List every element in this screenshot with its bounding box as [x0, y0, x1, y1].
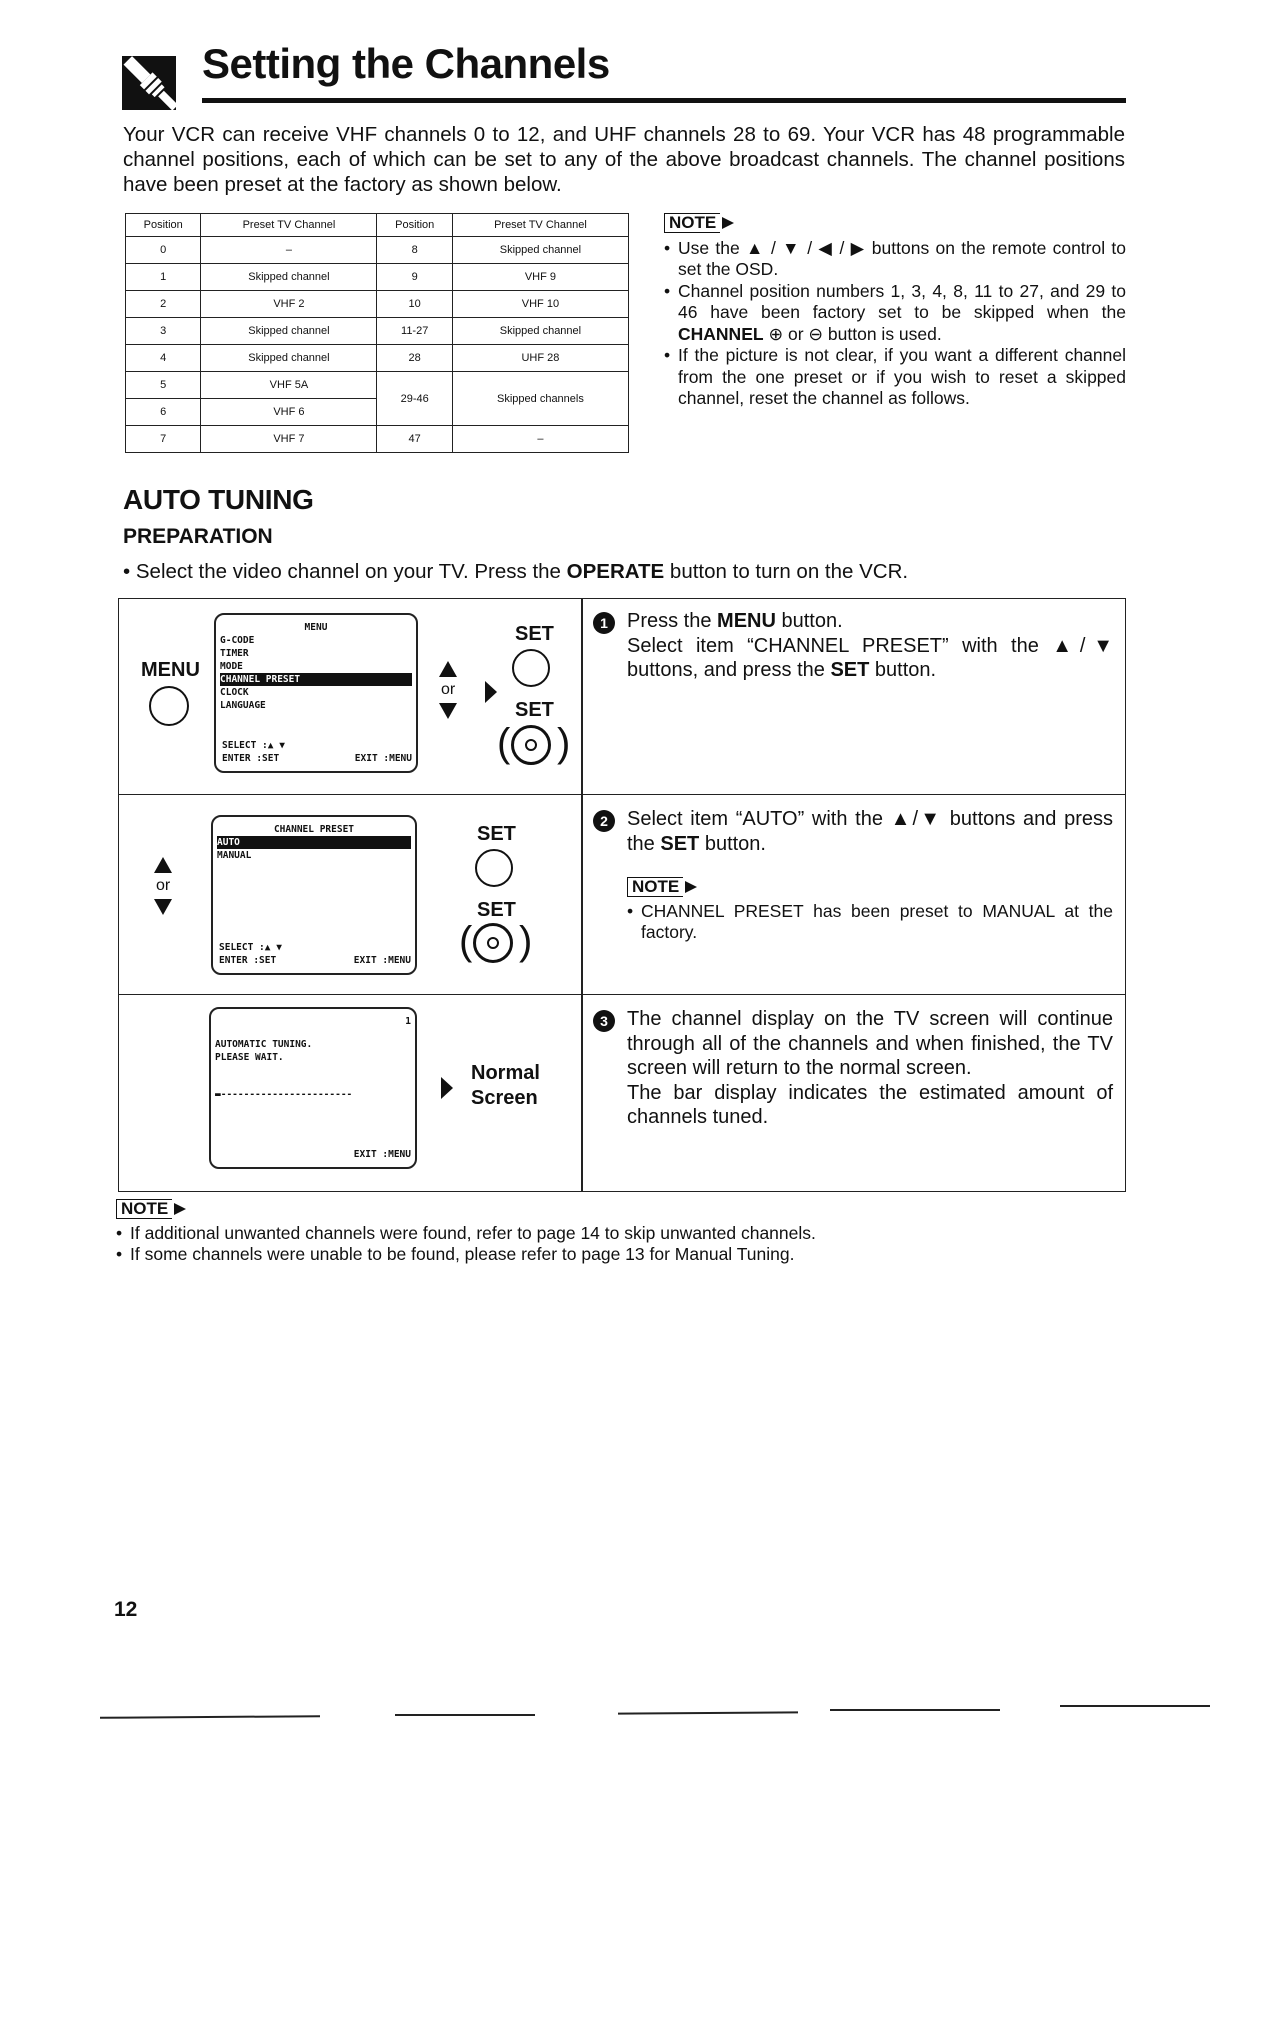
osd-select-hint: SELECT :▲ ▼	[222, 740, 285, 751]
scan-artifact-line	[395, 1714, 535, 1716]
steps-table	[118, 598, 1126, 1192]
osd-item: G-CODE	[220, 635, 255, 646]
osd-line: AUTOMATIC TUNING.	[215, 1039, 313, 1050]
cell-channel: Skipped channel	[452, 318, 628, 345]
cell-position: 28	[377, 345, 452, 372]
note-label: NOTE	[627, 877, 683, 897]
cell-position: 4	[126, 345, 201, 372]
page-number: 12	[114, 1598, 138, 1621]
step-2-row	[119, 795, 1125, 995]
next-arrow-icon	[485, 681, 497, 703]
table-row	[126, 237, 629, 264]
osd-exit-hint: EXIT :MENU	[353, 1149, 411, 1160]
osd-title: MENU	[304, 622, 328, 633]
osd-channel-number: 1	[405, 1016, 411, 1027]
section-heading: AUTO TUNING	[123, 484, 314, 515]
cell-position: 8	[377, 237, 452, 264]
osd-exit-hint: EXIT :MENU	[354, 753, 412, 764]
or-label: or	[156, 877, 171, 894]
cell-position: 10	[377, 291, 452, 318]
cell-channel: Skipped channel	[201, 318, 377, 345]
subsection-heading: PREPARATION	[123, 525, 273, 548]
top-note	[664, 212, 1126, 410]
step-number-badge: 2	[593, 810, 615, 832]
osd-line: PLEASE WAIT.	[215, 1052, 284, 1063]
remote-set-button-label: SET	[515, 699, 554, 721]
col-position: Position	[126, 214, 201, 237]
paren-right: )	[557, 721, 571, 765]
note-item: • If additional unwanted channels were found, refer to page 14 to skip unwanted channels.	[116, 1223, 1016, 1244]
cell-channel: VHF 2	[201, 291, 377, 318]
osd-select-hint: SELECT :▲ ▼	[219, 942, 282, 953]
table-row	[126, 264, 629, 291]
preset-channel-table	[125, 213, 629, 453]
cell-channel: VHF 5A	[201, 372, 377, 399]
note-item: • Use the ▲ / ▼ / ◀ / ▶ buttons on the remote control to set the OSD.	[664, 238, 1126, 281]
remote-set-button-label: SET	[477, 899, 516, 921]
step-2-note	[593, 876, 1113, 943]
osd-menu-screen	[214, 613, 418, 773]
step-1-text: 1 Press the MENU button. Select item “CHANNEL PRESET” with the ▲/▼ buttons, and press the SET button.	[593, 609, 1113, 683]
note-label: NOTE	[664, 213, 720, 233]
cell-channel: Skipped channel	[201, 264, 377, 291]
osd-item-highlighted: CHANNEL PRESET	[220, 673, 412, 686]
paren-right: )	[519, 919, 533, 963]
table-row	[126, 426, 629, 453]
paren-left: (	[459, 919, 473, 963]
osd-channel-preset-screen	[211, 815, 417, 975]
col-preset-channel: Preset TV Channel	[452, 214, 628, 237]
menu-button-icon	[149, 686, 189, 726]
osd-auto-tuning-screen	[209, 1007, 417, 1169]
paren-left: (	[497, 721, 511, 765]
step-number-badge: 3	[593, 1010, 615, 1032]
osd-item: LANGUAGE	[220, 700, 266, 711]
cell-position: 11-27	[377, 318, 452, 345]
cell-channel: VHF 6	[201, 399, 377, 426]
table-row	[126, 291, 629, 318]
osd-exit-hint: EXIT :MENU	[353, 955, 411, 966]
cell-position: 0	[126, 237, 201, 264]
osd-item: CLOCK	[220, 687, 249, 698]
bottom-note	[116, 1198, 1016, 1265]
cell-channel: VHF 10	[452, 291, 628, 318]
normal-screen-label: Normal Screen	[471, 1062, 540, 1109]
cell-channel: VHF 9	[452, 264, 628, 291]
table-row	[126, 345, 629, 372]
note-item: • CHANNEL PRESET has been preset to MANUAL at the factory.	[627, 901, 1113, 943]
page-title: Setting the Channels	[202, 40, 610, 87]
plug-icon	[122, 56, 176, 110]
scan-artifact-line	[100, 1715, 320, 1719]
cell-channel: Skipped channels	[452, 372, 628, 426]
osd-item: TIMER	[220, 648, 249, 659]
set-button-label: SET	[515, 623, 554, 645]
step-2-text: 2 Select item “AUTO” with the ▲/▼ buttons and press the SET button. NOTE • CHANNEL PRESET has been preset to MANUAL at the factory.	[593, 807, 1113, 943]
or-label: or	[441, 681, 456, 698]
intro-paragraph: Your VCR can receive VHF channels 0 to 12, and UHF channels 28 to 69. Your VCR has 48 programmable channel positions, each of which can be set to any of the above broadcast channels. The channel positions have been preset at the factory as shown below.	[123, 123, 1125, 196]
cell-position: 7	[126, 426, 201, 453]
set-button-icon	[475, 849, 513, 887]
cell-position: 9	[377, 264, 452, 291]
title-underline	[202, 98, 1126, 103]
cell-position: 2	[126, 291, 201, 318]
step-1-row	[119, 599, 1125, 795]
table-header-row	[126, 214, 629, 237]
cell-channel: Skipped channel	[201, 345, 377, 372]
note-arrow-icon	[174, 1203, 186, 1215]
remote-set-button-icon	[473, 923, 513, 963]
table-row	[126, 372, 629, 399]
col-preset-channel: Preset TV Channel	[201, 214, 377, 237]
table-row	[126, 318, 629, 345]
scan-artifact-line	[618, 1711, 798, 1714]
scan-artifact-line	[1060, 1705, 1210, 1707]
cell-position: 6	[126, 399, 201, 426]
cell-position: 1	[126, 264, 201, 291]
osd-title: CHANNEL PRESET	[273, 824, 355, 835]
down-arrow-icon	[439, 703, 457, 719]
up-arrow-icon	[439, 661, 457, 677]
cell-channel: Skipped channel	[452, 237, 628, 264]
down-arrow-icon	[154, 899, 172, 915]
col-position: Position	[377, 214, 452, 237]
up-arrow-icon	[154, 857, 172, 873]
cell-channel: UHF 28	[452, 345, 628, 372]
step-3-row	[119, 995, 1125, 1191]
next-arrow-icon	[441, 1077, 453, 1099]
note-label: NOTE	[116, 1199, 172, 1219]
cell-position: 5	[126, 372, 201, 399]
note-item: • If some channels were unable to be found, please refer to page 13 for Manual Tuning.	[116, 1244, 1016, 1265]
note-item: • If the picture is not clear, if you want a different channel from the one preset or if you wish to reset a skipped channel, reset the channel as follows.	[664, 345, 1126, 410]
osd-enter-hint: ENTER :SET	[222, 753, 280, 764]
osd-item-highlighted: AUTO	[217, 836, 411, 849]
osd-item: MODE	[220, 661, 243, 672]
cell-channel: –	[452, 426, 628, 453]
step-number-badge: 1	[593, 612, 615, 634]
note-arrow-icon	[685, 881, 697, 893]
note-item: • Channel position numbers 1, 3, 4, 8, 11 to 27, and 29 to 46 have been factory set to be skipped when the CHANNEL ⊕ or ⊖ button is used.	[664, 281, 1126, 346]
set-button-label: SET	[477, 823, 516, 845]
osd-enter-hint: ENTER :SET	[219, 955, 277, 966]
cell-position: 3	[126, 318, 201, 345]
menu-button-label: MENU	[141, 659, 200, 681]
osd-progress-bar: ▬-----------------------	[215, 1089, 353, 1100]
remote-set-button-icon	[511, 725, 551, 765]
osd-item: MANUAL	[217, 850, 252, 861]
note-arrow-icon	[722, 217, 734, 229]
cell-position: 47	[377, 426, 452, 453]
cell-channel: VHF 7	[201, 426, 377, 453]
cell-position: 29-46	[377, 372, 452, 426]
step-3-text: 3 The channel display on the TV screen will continue through all of the channels and when finished, the TV screen will return to the normal screen. The bar display indicates the estimated amount of channels tuned.	[593, 1007, 1113, 1130]
cell-channel: –	[201, 237, 377, 264]
set-button-icon	[512, 649, 550, 687]
scan-artifact-line	[830, 1709, 1000, 1711]
preparation-text: • Select the video channel on your TV. Press the OPERATE button to turn on the VCR.	[123, 560, 909, 583]
